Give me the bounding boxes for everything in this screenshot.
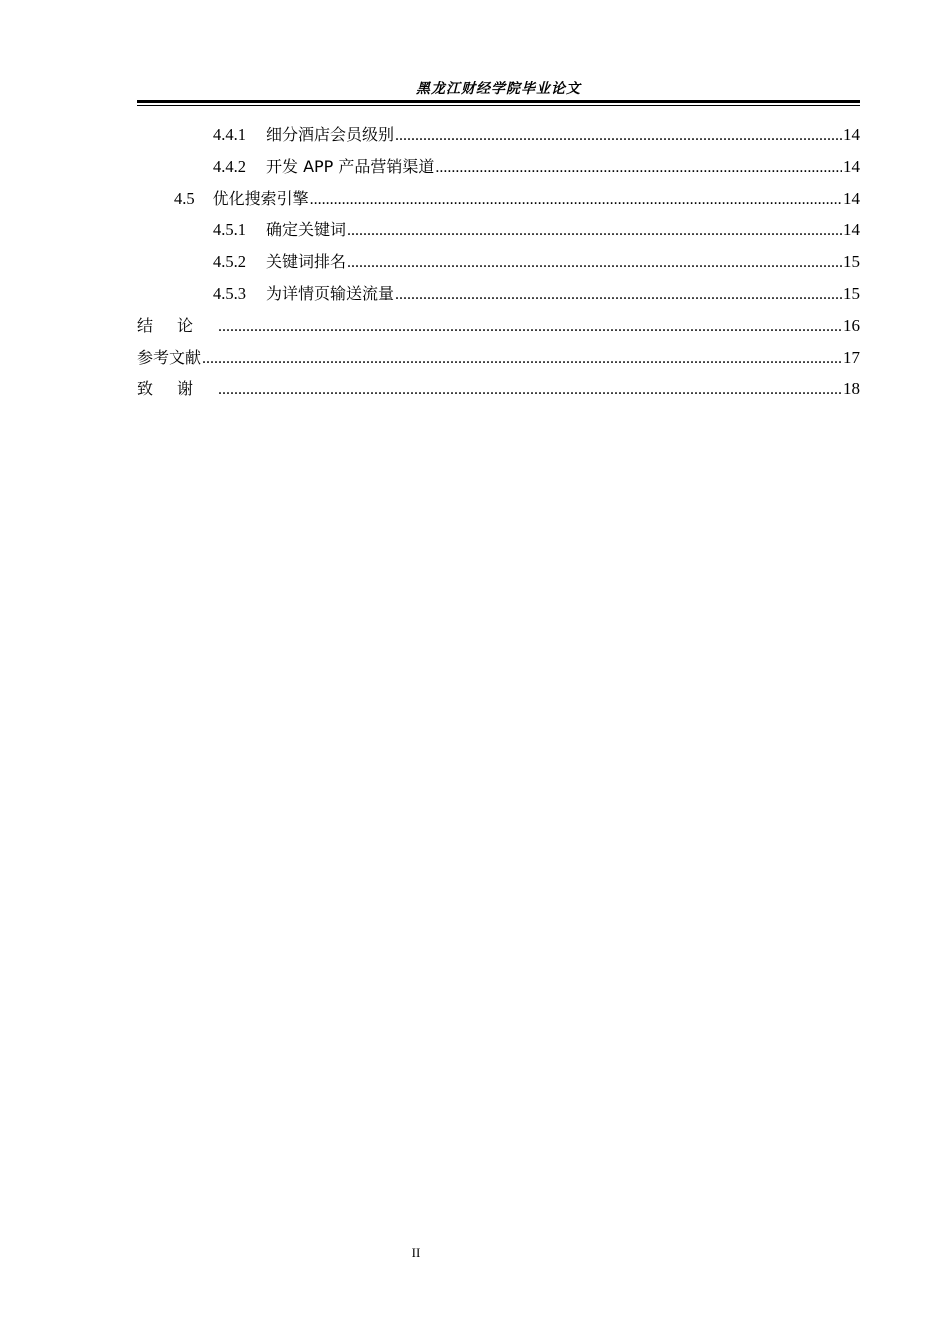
toc-dot-leader [310, 186, 842, 214]
toc-entry-4-5-3[interactable] [137, 280, 860, 312]
toc-entry-title: 确定关键词 [266, 220, 347, 240]
toc-dot-leader [347, 249, 842, 277]
toc-entry-conclusion[interactable] [137, 312, 860, 344]
toc-entry-4-5-1[interactable] [137, 216, 860, 248]
toc-entry-page: 14 [843, 156, 860, 176]
toc-entry-title: 开发 APP 产品营销渠道 [266, 156, 435, 176]
toc-entry-number: 4.5.2 [213, 252, 246, 272]
toc-entry-4-4-2[interactable] [137, 153, 860, 185]
running-header: 黑龙江财经学院毕业论文 [416, 81, 581, 97]
header-rule-thin [137, 105, 860, 106]
toc-dot-leader [218, 313, 842, 341]
toc-entry-page: 15 [843, 252, 860, 272]
toc-entry-page: 14 [843, 188, 860, 208]
toc-entry-acknowledgements[interactable] [137, 375, 860, 407]
toc-dot-leader [395, 122, 842, 150]
toc-entry-title: 细分酒店会员级别 [266, 125, 395, 144]
toc-entry-page: 17 [843, 347, 860, 367]
toc-entry-page: 14 [843, 125, 860, 144]
toc-entry-page: 18 [843, 379, 860, 399]
toc-entry-title: 结论 [137, 315, 218, 335]
toc-entry-page: 16 [843, 315, 860, 335]
toc-entry-title: 参考文献 [137, 347, 202, 367]
toc-entry-title: 关键词排名 [266, 252, 347, 272]
toc-entry-references[interactable] [137, 344, 860, 376]
toc-entry-number: 4.5.3 [213, 283, 246, 303]
toc-entry-page: 14 [843, 220, 860, 240]
toc-entry-4-4-1[interactable] [137, 121, 860, 153]
toc-entry-number: 4.5.1 [213, 220, 246, 240]
toc-entry-number: 4.5 [174, 188, 195, 208]
toc-entry-4-5-2[interactable] [137, 248, 860, 280]
toc-entry-page: 15 [843, 283, 860, 303]
toc-entry-number: 4.4.1 [213, 125, 246, 144]
toc-dot-leader [395, 281, 842, 309]
toc-dot-leader [435, 154, 842, 182]
toc-dot-leader [202, 345, 842, 373]
toc-entry-4-5[interactable] [137, 185, 860, 217]
page-number: II [411, 1245, 421, 1260]
toc-entry-number: 4.4.2 [213, 156, 246, 176]
toc-entry-title: 致谢 [137, 379, 218, 399]
header-rule-thick [137, 100, 860, 103]
toc-entry-title: 优化搜索引擎 [212, 188, 309, 208]
toc-dot-leader [347, 217, 842, 245]
toc-dot-leader [218, 376, 842, 404]
toc-entry-title: 为详情页输送流量 [266, 283, 395, 303]
table-of-contents [137, 121, 860, 407]
